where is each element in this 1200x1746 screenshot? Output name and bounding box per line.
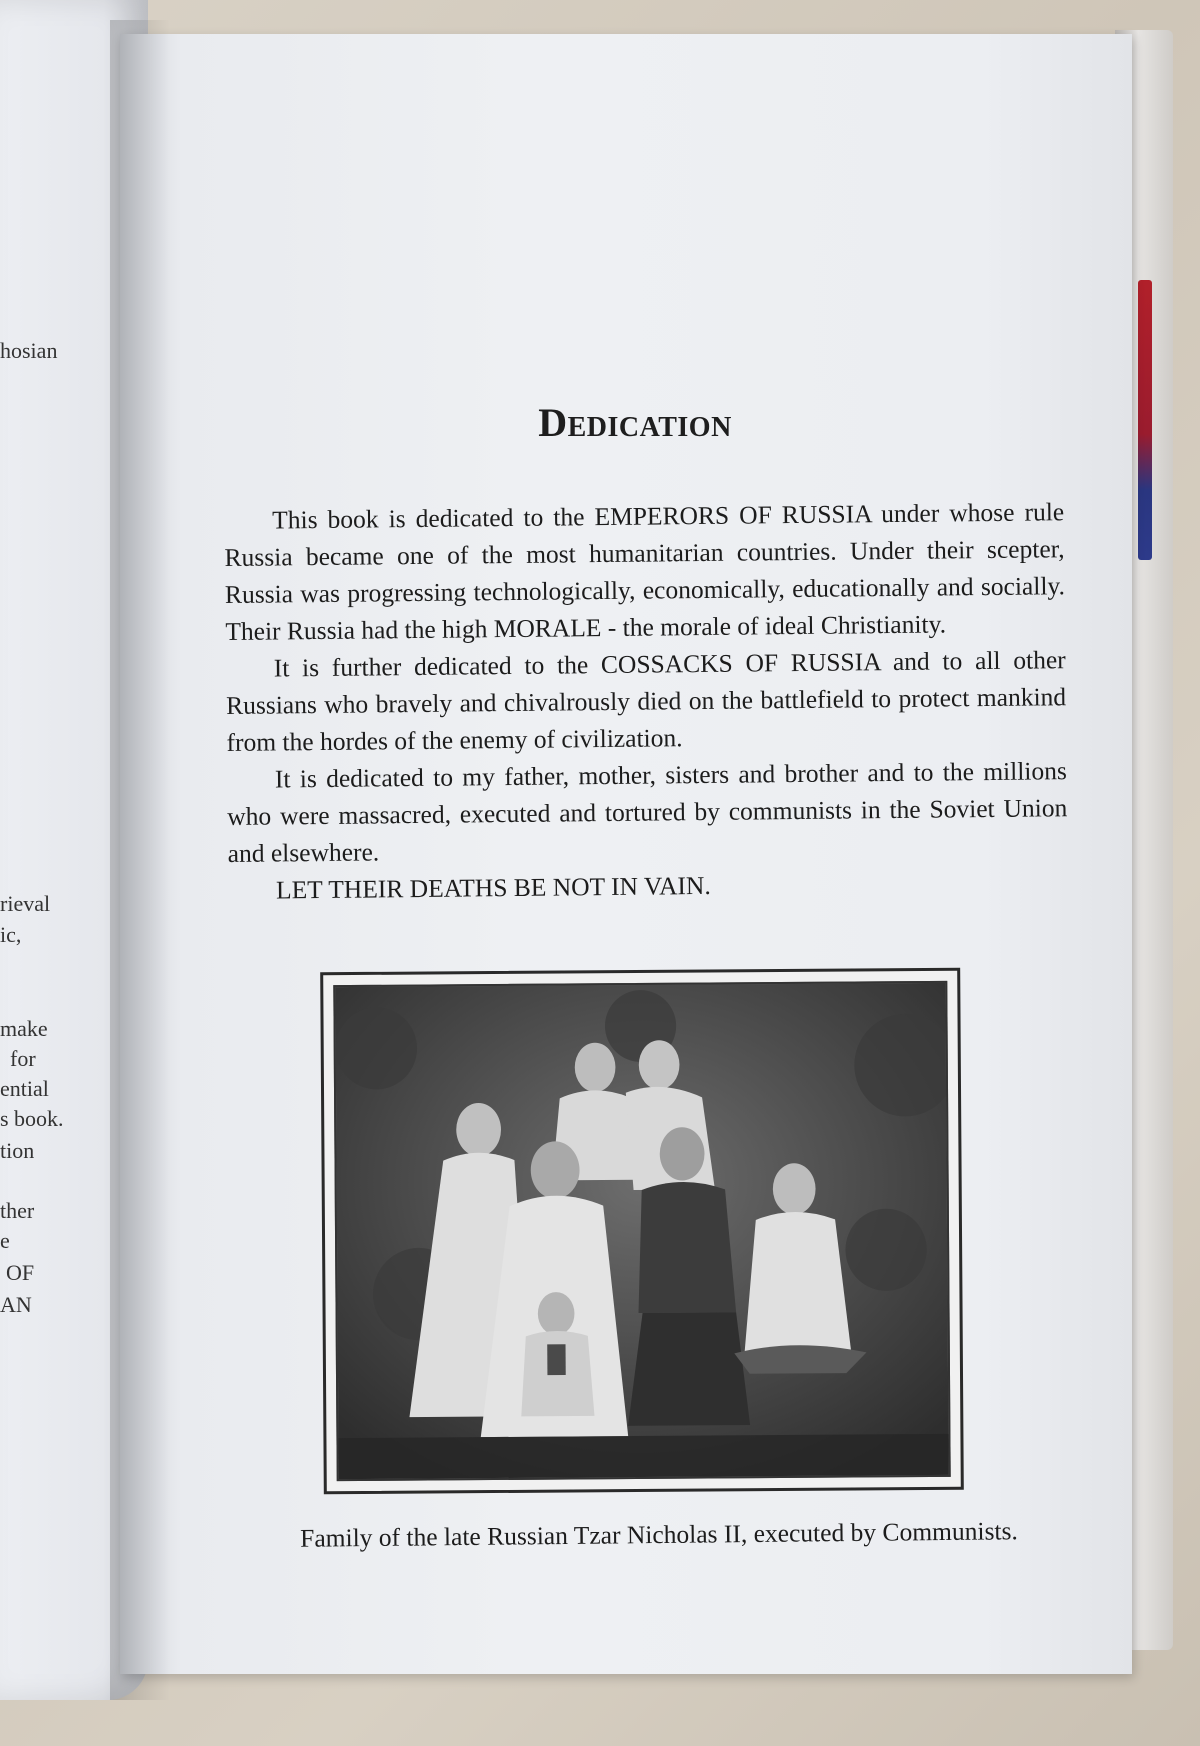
bookmark-ribbon — [1138, 280, 1152, 560]
left-page-fragment: tion — [0, 1138, 35, 1163]
left-page-fragment: OF — [6, 1260, 35, 1285]
left-page-fragment: ential — [0, 1076, 49, 1101]
left-page-fragment: s book. — [0, 1106, 64, 1131]
left-page-fragment: rieval — [0, 891, 51, 916]
dedication-text — [224, 493, 1068, 909]
paragraph-closing: LET THEIR DEATHS BE NOT IN VAIN. — [275, 870, 711, 905]
photo-caption: Family of the late Russian Tzar Nicholas II, executed by Communists. — [300, 1516, 1018, 1553]
family-photo-illustration — [335, 983, 948, 1479]
left-page-fragment: make — [0, 1016, 48, 1041]
spine-shadow — [110, 20, 170, 1700]
left-page-fragment: ic, — [0, 922, 22, 947]
left-page-fragment: AN — [0, 1292, 32, 1317]
paragraph-cossacks: It is further dedicated to the COSSACKS OF RUSSIA and to all other Russians who bravely and chivalrously died on the battlefield to protect mankind from the hordes of the enemy of civilization. — [225, 645, 1067, 757]
left-page-fragment: hosian — [0, 338, 58, 363]
paragraph-family: It is dedicated to my father, mother, sisters and brother and to the millions who were massacred, executed and tortured by communists in the Soviet Union and elsewhere. — [227, 756, 1068, 868]
left-page-fragment: e — [0, 1228, 10, 1253]
family-photo-frame — [320, 968, 964, 1494]
paragraph-emperors: This book is dedicated to the EMPERORS OF RUSSIA under whose rule Russia became one of the most humanitarian countries. Under their scepter, Russia was progressing technologically, economically, educationally and socially. Their Russia had the high MORALE - the morale of ideal Christianity. — [224, 497, 1066, 646]
left-page-fragment: ther — [0, 1198, 35, 1223]
family-photo — [333, 981, 950, 1481]
left-page-fragment: for — [10, 1046, 36, 1071]
dedication-heading: Dedication — [538, 399, 732, 445]
